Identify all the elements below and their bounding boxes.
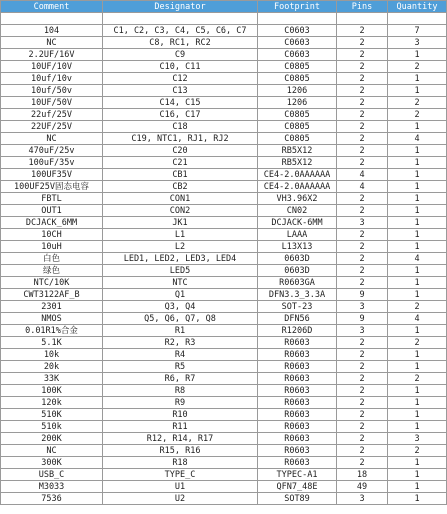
cell-comment[interactable]: 20k	[1, 361, 103, 373]
cell-comment[interactable]: NC	[1, 37, 103, 49]
table-row	[1, 205, 447, 217]
cell-pins[interactable]	[337, 13, 388, 25]
cell-pins[interactable]: 2	[337, 277, 388, 289]
cell-footprint[interactable]: R0603	[258, 373, 337, 385]
table-row	[1, 445, 447, 457]
table-row	[1, 373, 447, 385]
cell-quantity[interactable]: 2	[388, 373, 447, 385]
cell-pins[interactable]: 2	[337, 373, 388, 385]
cell-comment[interactable]: 7536	[1, 493, 103, 505]
cell-quantity[interactable]: 1	[388, 169, 447, 181]
cell-footprint[interactable]: RB5X12	[258, 145, 337, 157]
cell-pins[interactable]: 2	[337, 445, 388, 457]
cell-designator[interactable]: CB1	[103, 169, 258, 181]
cell-comment[interactable]: 100UF25V固态电容	[1, 181, 103, 193]
cell-designator[interactable]: R1	[103, 325, 258, 337]
cell-footprint[interactable]: L13X13	[258, 241, 337, 253]
cell-footprint[interactable]: R0603	[258, 397, 337, 409]
table-row	[1, 325, 447, 337]
cell-quantity[interactable]: 2	[388, 445, 447, 457]
cell-pins[interactable]: 2	[337, 97, 388, 109]
table-row	[1, 481, 447, 493]
cell-pins[interactable]: 2	[337, 193, 388, 205]
header-designator[interactable]: Designator	[103, 1, 258, 13]
cell-comment[interactable]: NMOS	[1, 313, 103, 325]
cell-designator[interactable]: JK1	[103, 217, 258, 229]
cell-designator[interactable]: L2	[103, 241, 258, 253]
cell-pins[interactable]: 2	[337, 433, 388, 445]
cell-designator[interactable]: CON2	[103, 205, 258, 217]
cell-comment[interactable]: 10uH	[1, 241, 103, 253]
table-row	[1, 469, 447, 481]
cell-pins[interactable]: 2	[337, 241, 388, 253]
cell-designator[interactable]: C8, RC1, RC2	[103, 37, 258, 49]
table-row	[1, 433, 447, 445]
cell-designator[interactable]: R18	[103, 457, 258, 469]
cell-designator[interactable]: C1, C2, C3, C4, C5, C6, C7	[103, 25, 258, 37]
cell-quantity[interactable]: 1	[388, 349, 447, 361]
cell-quantity[interactable]: 1	[388, 481, 447, 493]
cell-designator[interactable]: R8	[103, 385, 258, 397]
cell-footprint[interactable]: C0603	[258, 49, 337, 61]
table-header	[1, 1, 447, 13]
cell-footprint[interactable]: VH3.96X2	[258, 193, 337, 205]
cell-designator[interactable]: LED5	[103, 265, 258, 277]
table-row	[1, 145, 447, 157]
cell-footprint[interactable]: DFN56	[258, 313, 337, 325]
cell-footprint[interactable]: C0805	[258, 121, 337, 133]
cell-quantity[interactable]: 1	[388, 49, 447, 61]
cell-pins[interactable]: 3	[337, 325, 388, 337]
cell-quantity[interactable]: 4	[388, 253, 447, 265]
cell-designator[interactable]: CB2	[103, 181, 258, 193]
cell-quantity[interactable]: 1	[388, 421, 447, 433]
cell-footprint[interactable]: C0805	[258, 73, 337, 85]
table-row	[1, 265, 447, 277]
cell-pins[interactable]: 2	[337, 265, 388, 277]
cell-designator[interactable]: R2, R3	[103, 337, 258, 349]
cell-comment[interactable]: NC	[1, 445, 103, 457]
cell-comment[interactable]: 白色	[1, 253, 103, 265]
cell-comment[interactable]: 22uf/25V	[1, 109, 103, 121]
cell-pins[interactable]: 2	[337, 421, 388, 433]
cell-quantity[interactable]: 1	[388, 181, 447, 193]
cell-footprint[interactable]: RB5X12	[258, 157, 337, 169]
cell-pins[interactable]: 2	[337, 37, 388, 49]
cell-footprint[interactable]: LAAA	[258, 229, 337, 241]
cell-quantity[interactable]	[388, 13, 447, 25]
cell-pins[interactable]: 4	[337, 181, 388, 193]
cell-comment[interactable]: 470uF/25v	[1, 145, 103, 157]
cell-designator[interactable]: U2	[103, 493, 258, 505]
cell-footprint[interactable]: CE4-2.0AAAAAA	[258, 181, 337, 193]
table-row	[1, 385, 447, 397]
cell-quantity[interactable]: 1	[388, 73, 447, 85]
cell-pins[interactable]: 2	[337, 409, 388, 421]
cell-footprint[interactable]: 0603D	[258, 265, 337, 277]
cell-quantity[interactable]: 1	[388, 229, 447, 241]
cell-pins[interactable]: 3	[337, 301, 388, 313]
cell-footprint[interactable]: 1206	[258, 85, 337, 97]
table-row	[1, 361, 447, 373]
cell-quantity[interactable]: 2	[388, 109, 447, 121]
table-row	[1, 457, 447, 469]
cell-designator[interactable]: R5	[103, 361, 258, 373]
table-row	[1, 109, 447, 121]
cell-quantity[interactable]: 2	[388, 97, 447, 109]
cell-designator[interactable]: C18	[103, 121, 258, 133]
cell-comment[interactable]: 300K	[1, 457, 103, 469]
cell-footprint[interactable]: R0603	[258, 409, 337, 421]
cell-quantity[interactable]: 1	[388, 145, 447, 157]
table-row	[1, 193, 447, 205]
cell-comment[interactable]	[1, 13, 103, 25]
table-body	[1, 13, 447, 505]
table-row	[1, 241, 447, 253]
cell-designator[interactable]: C12	[103, 73, 258, 85]
cell-pins[interactable]: 3	[337, 217, 388, 229]
header-row	[1, 1, 447, 13]
table-row	[1, 169, 447, 181]
cell-footprint[interactable]: R0603	[258, 421, 337, 433]
cell-footprint[interactable]: R0603	[258, 349, 337, 361]
cell-pins[interactable]: 2	[337, 133, 388, 145]
cell-pins[interactable]: 2	[337, 397, 388, 409]
table-row	[1, 13, 447, 25]
cell-designator[interactable]: R10	[103, 409, 258, 421]
cell-quantity[interactable]: 1	[388, 121, 447, 133]
cell-designator[interactable]: L1	[103, 229, 258, 241]
cell-footprint[interactable]: C0603	[258, 25, 337, 37]
cell-quantity[interactable]: 1	[388, 457, 447, 469]
cell-comment[interactable]: NTC/10K	[1, 277, 103, 289]
cell-pins[interactable]: 2	[337, 361, 388, 373]
cell-designator[interactable]: R12, R14, R17	[103, 433, 258, 445]
table-row	[1, 289, 447, 301]
table-row	[1, 337, 447, 349]
cell-footprint[interactable]: R0603	[258, 445, 337, 457]
cell-pins[interactable]: 2	[337, 253, 388, 265]
table-row	[1, 157, 447, 169]
cell-footprint[interactable]: R0603	[258, 337, 337, 349]
table-row	[1, 37, 447, 49]
cell-footprint[interactable]: R0603GA	[258, 277, 337, 289]
cell-quantity[interactable]: 2	[388, 301, 447, 313]
cell-pins[interactable]: 2	[337, 229, 388, 241]
cell-quantity[interactable]: 1	[388, 397, 447, 409]
cell-quantity[interactable]: 1	[388, 277, 447, 289]
cell-comment[interactable]: 33K	[1, 373, 103, 385]
cell-pins[interactable]: 2	[337, 457, 388, 469]
cell-pins[interactable]: 2	[337, 49, 388, 61]
table-row	[1, 121, 447, 133]
cell-quantity[interactable]: 2	[388, 61, 447, 73]
cell-pins[interactable]: 49	[337, 481, 388, 493]
cell-footprint[interactable]: C0805	[258, 133, 337, 145]
cell-pins[interactable]: 9	[337, 313, 388, 325]
table-row	[1, 313, 447, 325]
cell-designator[interactable]: NTC	[103, 277, 258, 289]
table-row	[1, 493, 447, 505]
cell-footprint[interactable]: 0603D	[258, 253, 337, 265]
cell-quantity[interactable]: 4	[388, 313, 447, 325]
cell-designator[interactable]: R6, R7	[103, 373, 258, 385]
cell-comment[interactable]: 100K	[1, 385, 103, 397]
cell-quantity[interactable]: 1	[388, 241, 447, 253]
table-row	[1, 301, 447, 313]
cell-comment[interactable]: FBTL	[1, 193, 103, 205]
cell-quantity[interactable]: 7	[388, 25, 447, 37]
cell-pins[interactable]: 2	[337, 85, 388, 97]
cell-quantity[interactable]: 1	[388, 265, 447, 277]
cell-comment[interactable]: 200K	[1, 433, 103, 445]
cell-comment[interactable]: DCJACK_6MM	[1, 217, 103, 229]
cell-footprint[interactable]: SOT-23	[258, 301, 337, 313]
cell-designator[interactable]: C14, C15	[103, 97, 258, 109]
cell-designator[interactable]: LED1, LED2, LED3, LED4	[103, 253, 258, 265]
cell-footprint[interactable]: R0603	[258, 361, 337, 373]
cell-designator[interactable]: C16, C17	[103, 109, 258, 121]
cell-comment[interactable]: M3033	[1, 481, 103, 493]
header-quantity[interactable]: Quantity	[388, 1, 447, 13]
cell-footprint[interactable]: R0603	[258, 433, 337, 445]
cell-footprint[interactable]: 1206	[258, 97, 337, 109]
cell-quantity[interactable]: 1	[388, 385, 447, 397]
cell-quantity[interactable]: 1	[388, 361, 447, 373]
cell-quantity[interactable]: 1	[388, 325, 447, 337]
cell-comment[interactable]: 0.01R1%合金	[1, 325, 103, 337]
cell-comment[interactable]: CWT3122AF_B	[1, 289, 103, 301]
header-pins[interactable]: Pins	[337, 1, 388, 13]
cell-footprint[interactable]: CE4-2.0AAAAAA	[258, 169, 337, 181]
table-row	[1, 409, 447, 421]
table-row	[1, 133, 447, 145]
cell-quantity[interactable]: 1	[388, 217, 447, 229]
cell-pins[interactable]: 4	[337, 169, 388, 181]
table-row	[1, 229, 447, 241]
cell-comment[interactable]: 100uF/35v	[1, 157, 103, 169]
cell-comment[interactable]: 104	[1, 25, 103, 37]
table-row	[1, 85, 447, 97]
cell-comment[interactable]: 100UF35V	[1, 169, 103, 181]
cell-comment[interactable]: 120k	[1, 397, 103, 409]
cell-comment[interactable]: 22UF/25V	[1, 121, 103, 133]
cell-pins[interactable]: 2	[337, 73, 388, 85]
cell-quantity[interactable]: 1	[388, 193, 447, 205]
cell-footprint[interactable]: C0805	[258, 61, 337, 73]
cell-pins[interactable]: 18	[337, 469, 388, 481]
table-row	[1, 421, 447, 433]
cell-pins[interactable]: 2	[337, 25, 388, 37]
table-row	[1, 349, 447, 361]
cell-designator[interactable]: CON1	[103, 193, 258, 205]
cell-designator[interactable]	[103, 13, 258, 25]
cell-designator[interactable]: Q1	[103, 289, 258, 301]
cell-comment[interactable]: NC	[1, 133, 103, 145]
cell-comment[interactable]: 2301	[1, 301, 103, 313]
cell-footprint[interactable]: R0603	[258, 457, 337, 469]
cell-designator[interactable]: R11	[103, 421, 258, 433]
cell-quantity[interactable]: 2	[388, 337, 447, 349]
header-footprint[interactable]: Footprint	[258, 1, 337, 13]
table-row	[1, 253, 447, 265]
table-row	[1, 217, 447, 229]
cell-comment[interactable]: USB_C	[1, 469, 103, 481]
cell-comment[interactable]: 10uf/10v	[1, 73, 103, 85]
table-row	[1, 61, 447, 73]
cell-footprint[interactable]: R1206D	[258, 325, 337, 337]
table-row	[1, 49, 447, 61]
cell-quantity[interactable]: 3	[388, 433, 447, 445]
cell-footprint[interactable]: DFN3.3_3.3A	[258, 289, 337, 301]
cell-pins[interactable]: 2	[337, 109, 388, 121]
header-comment[interactable]: Comment	[1, 1, 103, 13]
table-row	[1, 277, 447, 289]
cell-pins[interactable]: 2	[337, 157, 388, 169]
cell-quantity[interactable]: 3	[388, 37, 447, 49]
cell-designator[interactable]: C21	[103, 157, 258, 169]
cell-designator[interactable]: R15, R16	[103, 445, 258, 457]
cell-quantity[interactable]: 1	[388, 205, 447, 217]
cell-pins[interactable]: 9	[337, 289, 388, 301]
cell-quantity[interactable]: 1	[388, 409, 447, 421]
cell-designator[interactable]: TYPE_C	[103, 469, 258, 481]
cell-footprint[interactable]: CN02	[258, 205, 337, 217]
cell-comment[interactable]: 2.2UF/16V	[1, 49, 103, 61]
cell-comment[interactable]: 绿色	[1, 265, 103, 277]
cell-designator[interactable]: C19, NTC1, RJ1, RJ2	[103, 133, 258, 145]
cell-comment[interactable]: 510K	[1, 409, 103, 421]
cell-quantity[interactable]: 1	[388, 493, 447, 505]
cell-comment[interactable]: 10CH	[1, 229, 103, 241]
cell-comment[interactable]: 10k	[1, 349, 103, 361]
table-row	[1, 397, 447, 409]
cell-footprint[interactable]	[258, 13, 337, 25]
cell-designator[interactable]: C10, C11	[103, 61, 258, 73]
cell-footprint[interactable]: R0603	[258, 385, 337, 397]
cell-designator[interactable]: U1	[103, 481, 258, 493]
cell-footprint[interactable]: DCJACK-6MM	[258, 217, 337, 229]
cell-pins[interactable]: 2	[337, 205, 388, 217]
cell-pins[interactable]: 2	[337, 61, 388, 73]
cell-footprint[interactable]: QFN7_48E	[258, 481, 337, 493]
cell-comment[interactable]: 10UF/50V	[1, 97, 103, 109]
cell-comment[interactable]: OUT1	[1, 205, 103, 217]
cell-designator[interactable]: R9	[103, 397, 258, 409]
cell-comment[interactable]: 510k	[1, 421, 103, 433]
cell-pins[interactable]: 2	[337, 349, 388, 361]
cell-quantity[interactable]: 1	[388, 157, 447, 169]
cell-footprint[interactable]: SOT89	[258, 493, 337, 505]
cell-comment[interactable]: 10UF/10V	[1, 61, 103, 73]
cell-designator[interactable]: R4	[103, 349, 258, 361]
cell-pins[interactable]: 2	[337, 145, 388, 157]
cell-comment[interactable]: 5.1K	[1, 337, 103, 349]
cell-comment[interactable]: 10uf/50v	[1, 85, 103, 97]
cell-footprint[interactable]: C0603	[258, 37, 337, 49]
cell-designator[interactable]: Q5, Q6, Q7, Q8	[103, 313, 258, 325]
cell-footprint[interactable]: C0805	[258, 109, 337, 121]
cell-designator[interactable]: C20	[103, 145, 258, 157]
table-row	[1, 73, 447, 85]
cell-pins[interactable]: 3	[337, 493, 388, 505]
table-row	[1, 97, 447, 109]
table-row	[1, 25, 447, 37]
cell-designator[interactable]: C9	[103, 49, 258, 61]
cell-quantity[interactable]: 1	[388, 289, 447, 301]
cell-footprint[interactable]: TYPEC-A1	[258, 469, 337, 481]
cell-designator[interactable]: Q3, Q4	[103, 301, 258, 313]
cell-pins[interactable]: 2	[337, 121, 388, 133]
cell-quantity[interactable]: 1	[388, 469, 447, 481]
cell-quantity[interactable]: 1	[388, 85, 447, 97]
cell-quantity[interactable]: 4	[388, 133, 447, 145]
cell-pins[interactable]: 2	[337, 385, 388, 397]
cell-pins[interactable]: 2	[337, 337, 388, 349]
table-row	[1, 181, 447, 193]
cell-designator[interactable]: C13	[103, 85, 258, 97]
